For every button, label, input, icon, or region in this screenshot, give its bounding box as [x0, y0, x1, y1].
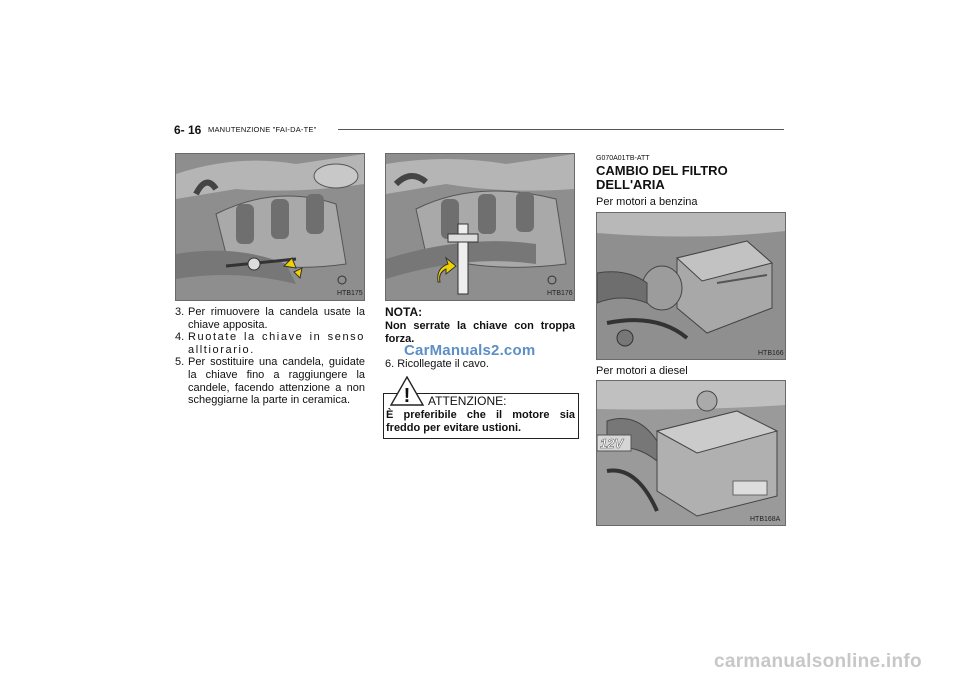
figure-code-htb166: HTB166: [758, 350, 784, 357]
title-line-1: CAMBIO DEL FILTRO: [596, 163, 728, 178]
svg-text:!: !: [403, 385, 411, 406]
step-number: 4.: [175, 331, 185, 344]
spark-plug-wrench-photo: [385, 153, 575, 301]
step-number: 3.: [175, 306, 185, 318]
step-text: Ruotate la chiave in senso alltiorario.: [188, 331, 365, 356]
figure-code-htb168a: HTB168A: [750, 516, 781, 523]
step-text: Per rimuovere la candela usate la chiave apposita.: [188, 306, 365, 331]
spark-plug-removal-photo: [175, 153, 365, 301]
petrol-engine-label: Per motori a benzina: [596, 196, 698, 208]
header-rule: [338, 129, 784, 130]
nota-title: NOTA:: [385, 305, 423, 319]
air-filter-title: [596, 164, 728, 192]
step-6: 6. Ricollegate il cavo.: [385, 358, 489, 370]
step-5: [175, 356, 365, 406]
step-text: Per sostituire una candela, guidate la chiave fino a raggiungere la candele, facendo attenzione a non scheggiarne la parte in ceramica.: [188, 356, 365, 407]
warning-title: ATTENZIONE:: [428, 394, 507, 408]
spark-plug-steps: [175, 306, 365, 407]
12v-badge: 12V: [600, 436, 624, 451]
nota-text: Non serrate la chiave con troppa forza.: [385, 320, 575, 345]
watermark-carmanuals2: CarManuals2.com: [404, 342, 536, 359]
diesel-air-filter-photo: [596, 380, 786, 526]
step-number: 5.: [175, 356, 185, 369]
figure-code-htb176: HTB176: [547, 290, 573, 297]
section-code: G070A01TB-ATT: [596, 155, 650, 162]
step-3: [175, 306, 365, 331]
diesel-engine-label: Per motori a diesel: [596, 365, 688, 377]
watermark-carmanualsonline: carmanualsonline.info: [714, 651, 922, 672]
title-line-2: DELL'ARIA: [596, 177, 665, 192]
section-title: MANUTENZIONE "FAI-DA-TE": [208, 125, 317, 134]
petrol-air-filter-photo: [596, 212, 786, 360]
warning-triangle-icon: [390, 376, 424, 411]
warning-text: È preferibile che il motore sia freddo per evitare ustioni.: [386, 409, 575, 434]
step-4: [175, 331, 365, 356]
figure-code-htb175: HTB175: [337, 290, 363, 297]
page-number: 6- 16: [174, 123, 202, 137]
